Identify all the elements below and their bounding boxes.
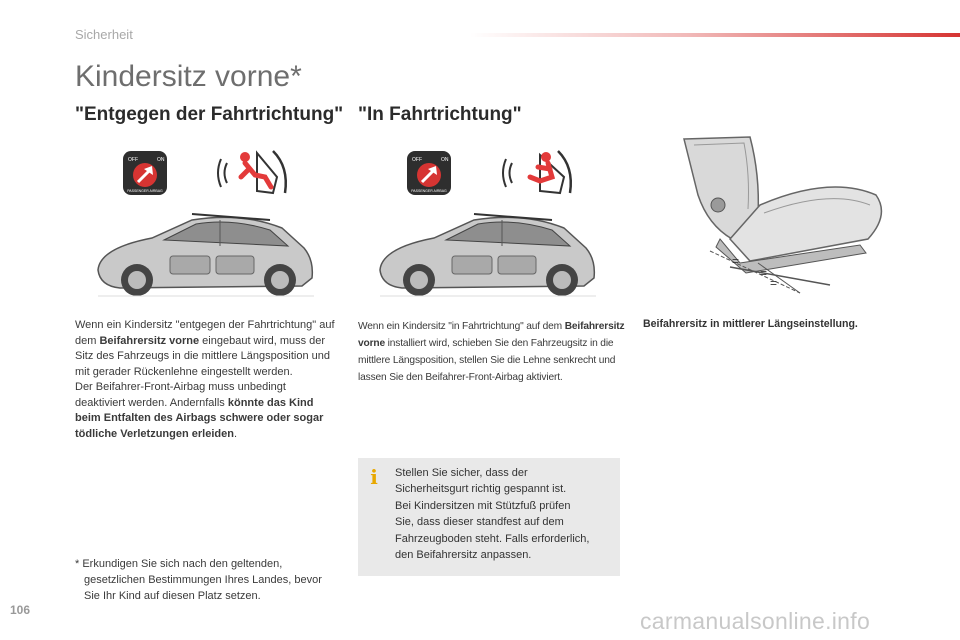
info-line: den Beifahrersitz anpassen. xyxy=(395,549,532,562)
text-segment: installiert wird, schieben Sie den Fahrzeugsitz in die mittlere Längsposition, stellen Sie die Lehne senkrecht und lassen Sie den Beifahrer-Front-Airbag aktiviert. xyxy=(358,338,616,383)
header-rule xyxy=(470,33,960,37)
seat-mark-1: = xyxy=(732,254,740,268)
heading-forward-facing: "In Fahrtrichtung" xyxy=(358,104,522,125)
child-seat-forward-facing-figure xyxy=(500,147,580,204)
seat-mark-3: = xyxy=(770,276,778,290)
page-number: 106 xyxy=(10,603,31,617)
text-segment: Der Beifahrer-Front-Airbag muss unbedingt deaktiviert werden. Andernfalls xyxy=(75,381,286,409)
child-seat-rear-facing-figure xyxy=(215,147,295,204)
info-line: Bei Kindersitzen mit Stützfuß prüfen xyxy=(395,499,571,512)
seat-mark-2: = xyxy=(760,266,768,280)
page-title: Kindersitz vorne* xyxy=(75,60,302,93)
badge-on-label: ON xyxy=(157,157,165,163)
text-warning: könnte das Kind beim Entfalten des Airbags schwere oder sogar tödliche Verletzungen erleiden xyxy=(75,396,324,440)
info-line: Stellen Sie sicher, dass der xyxy=(395,467,528,479)
info-line: Sicherheitsgurt richtig gespannt ist. xyxy=(395,483,567,496)
child-seat-icon xyxy=(215,147,295,199)
info-line: Sie, dass dieser standfest auf dem xyxy=(395,516,564,529)
watermark: carmanualsonline.info xyxy=(640,608,871,634)
footnote-marker: * xyxy=(75,558,80,570)
seat-caption: Beifahrersitz in mittlerer Längseinstellung. xyxy=(643,318,858,330)
airbag-off-badge-forward xyxy=(406,150,452,201)
info-text xyxy=(395,465,617,563)
info-line: Fahrzeugboden steht. Falls erforderlich, xyxy=(395,532,590,545)
footnote xyxy=(75,556,337,604)
airbag-badge-icon xyxy=(122,150,168,196)
text-emphasis: Beifahrersitz vorne xyxy=(99,334,200,347)
badge-ring-text: PASSENGER AIRBAG xyxy=(411,189,447,193)
text-segment: Wenn ein Kindersitz "in Fahrtrichtung" auf dem xyxy=(358,321,565,332)
footnote-line: Erkundigen Sie sich nach den geltenden, xyxy=(82,558,283,570)
airbag-badge-icon xyxy=(406,150,452,196)
badge-off-label: OFF xyxy=(128,157,138,163)
badge-on-label: ON xyxy=(441,157,449,163)
car-illustration-rear-facing xyxy=(92,208,317,313)
child-seat-icon xyxy=(500,147,580,199)
section-label: Sicherheit xyxy=(75,27,133,42)
text-segment: . xyxy=(233,427,237,440)
rear-facing-text xyxy=(75,318,337,442)
seat-icon xyxy=(680,135,900,300)
text-segment: Wenn ein Kindersitz "entgegen der Fahrtrichtung" auf dem xyxy=(75,319,335,347)
text-segment: eingebaut wird, muss der Sitz des Fahrzeugs in die mittlere Längsposition und mit gerader Rückenlehne eingestellt werden. xyxy=(75,334,330,378)
text-emphasis: Beifahrersitz vorne xyxy=(358,321,625,349)
footnote-line: gesetzlichen Bestimmungen Ihres Landes, bevor Sie Ihr Kind auf diesen Platz setzen. xyxy=(84,574,322,602)
forward-facing-text xyxy=(358,318,626,386)
heading-rear-facing: "Entgegen der Fahrtrichtung" xyxy=(75,104,344,125)
badge-ring-text: PASSENGER AIRBAG xyxy=(127,189,163,193)
airbag-off-badge-rear xyxy=(122,150,168,201)
seat-illustration xyxy=(680,135,900,305)
badge-off-label: OFF xyxy=(412,157,422,163)
info-icon: i xyxy=(370,465,378,489)
car-icon xyxy=(92,208,317,308)
car-icon xyxy=(374,208,599,308)
car-illustration-forward-facing xyxy=(374,208,599,313)
